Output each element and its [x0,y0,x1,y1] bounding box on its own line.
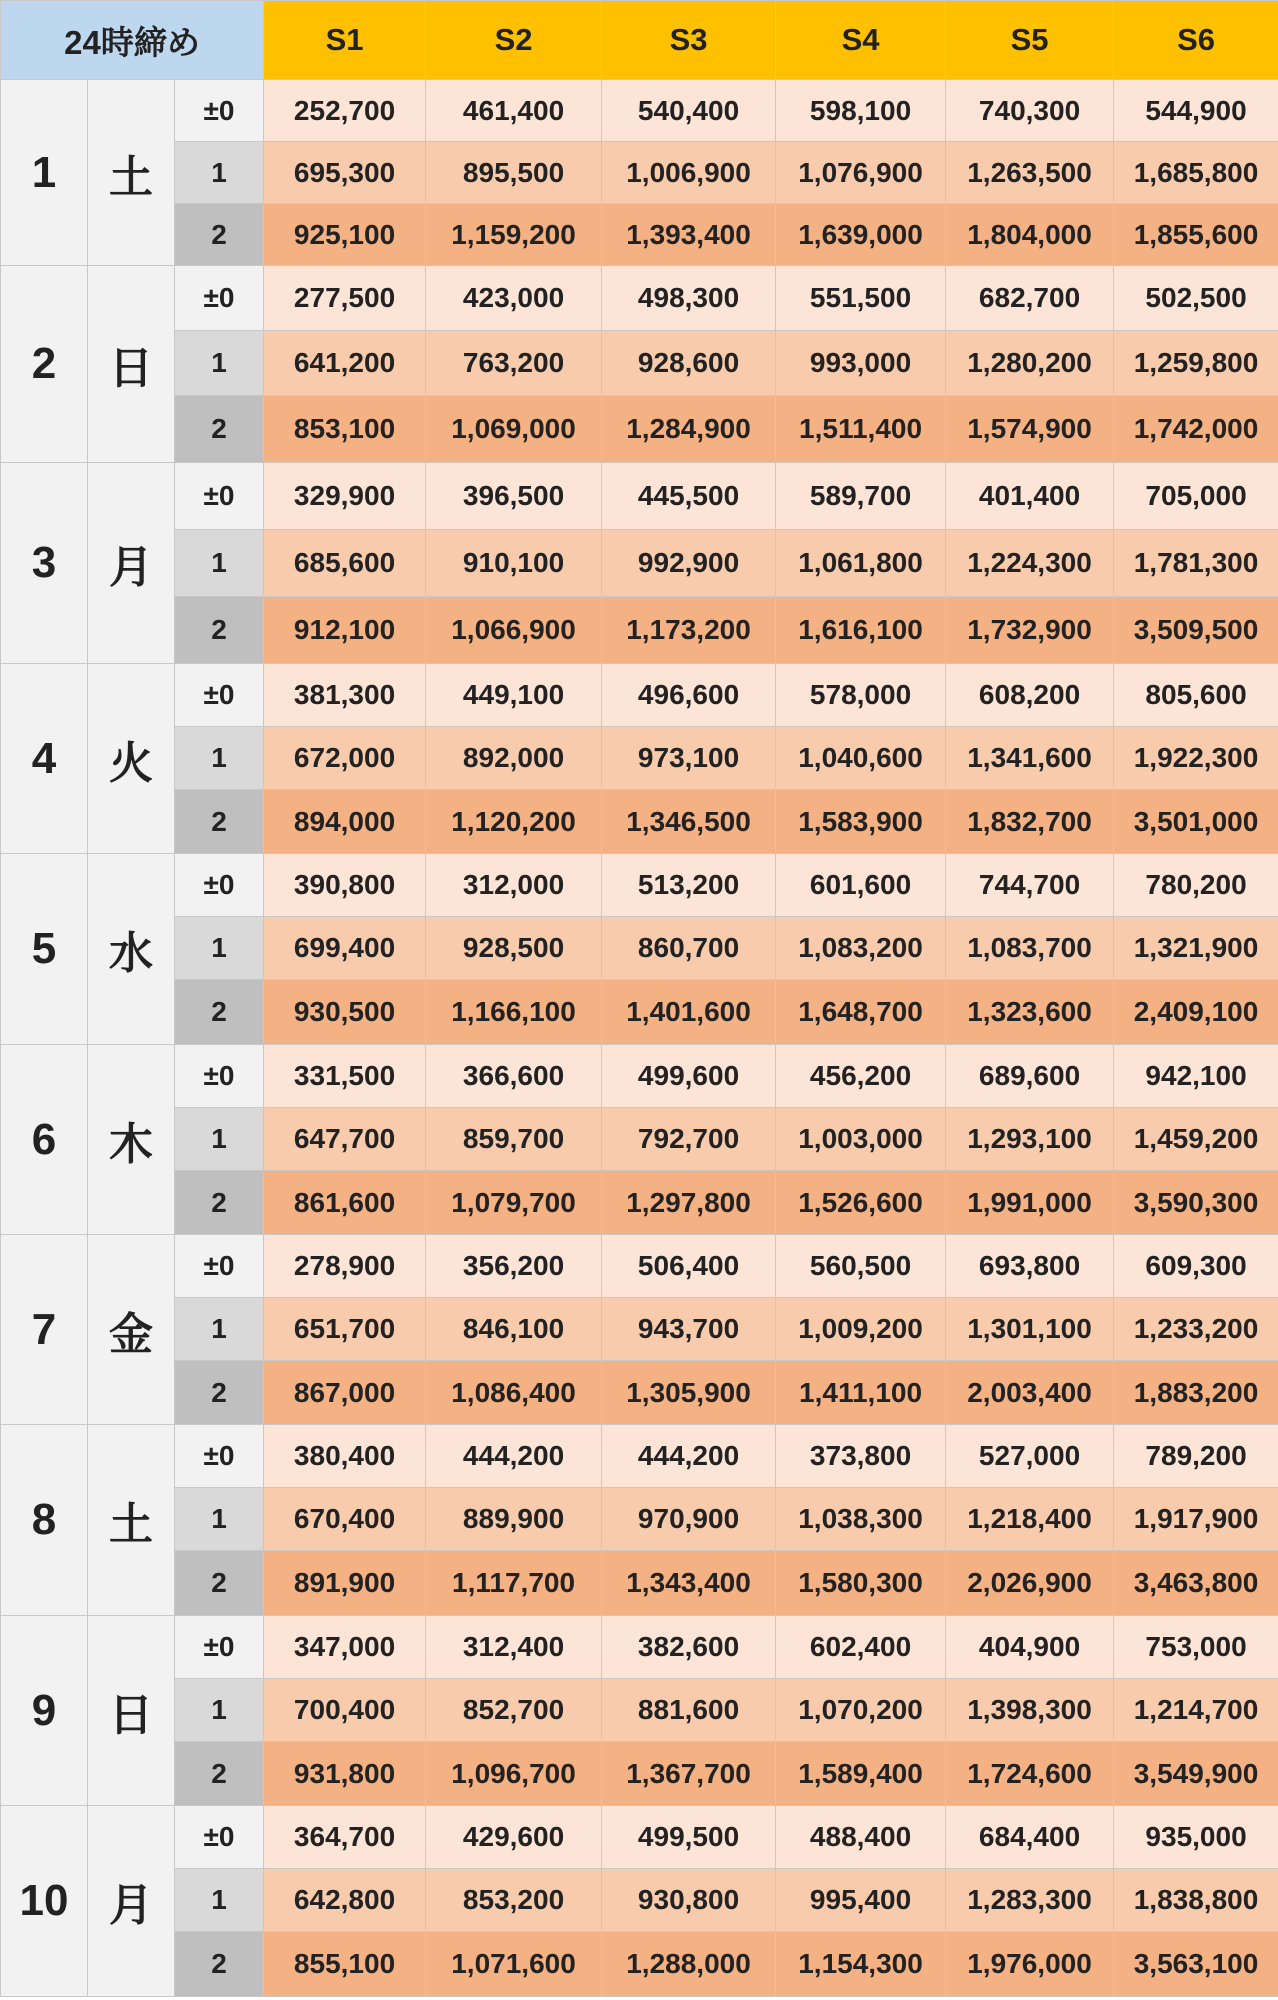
value-cell-s5: 2,026,900 [946,1551,1114,1616]
value-cell-s6: 3,501,000 [1114,790,1278,854]
value-cell-s3: 943,700 [602,1298,776,1361]
value-cell-s2: 1,166,100 [426,980,602,1045]
value-cell-s4: 1,526,600 [776,1171,946,1235]
value-cell-s1: 672,000 [264,727,426,790]
value-cell-s5: 1,804,000 [946,204,1114,266]
table-title: 24時締め [1,1,264,80]
value-cell-s6: 1,917,900 [1114,1488,1278,1551]
value-cell-s3: 540,400 [602,80,776,142]
value-cell-s3: 498,300 [602,266,776,331]
column-header-s4: S4 [776,1,946,80]
setting-level: 2 [175,1171,264,1235]
value-cell-s1: 931,800 [264,1742,426,1806]
weekday: 木 [88,1045,175,1235]
table-row [1,266,1278,331]
day-number: 3 [1,463,88,664]
value-cell-s2: 423,000 [426,266,602,331]
day-number: 1 [1,80,88,266]
value-cell-s3: 445,500 [602,463,776,530]
value-cell-s5: 693,800 [946,1235,1114,1298]
value-cell-s6: 502,500 [1114,266,1278,331]
value-cell-s3: 1,343,400 [602,1551,776,1616]
setting-level: ±0 [175,1616,264,1679]
value-cell-s5: 1,224,300 [946,530,1114,597]
value-cell-s1: 891,900 [264,1551,426,1616]
value-cell-s4: 993,000 [776,331,946,396]
value-cell-s6: 3,549,900 [1114,1742,1278,1806]
value-cell-s5: 1,083,700 [946,917,1114,980]
value-cell-s4: 601,600 [776,854,946,917]
table-row [1,854,1278,917]
table-row [1,204,1278,266]
value-cell-s5: 2,003,400 [946,1361,1114,1425]
value-cell-s6: 3,590,300 [1114,1171,1278,1235]
value-cell-s6: 780,200 [1114,854,1278,917]
day-number: 2 [1,266,88,463]
value-cell-s6: 705,000 [1114,463,1278,530]
value-cell-s3: 992,900 [602,530,776,597]
value-cell-s1: 853,100 [264,396,426,463]
value-cell-s1: 252,700 [264,80,426,142]
value-cell-s2: 859,700 [426,1108,602,1171]
value-cell-s3: 881,600 [602,1679,776,1742]
value-cell-s5: 1,832,700 [946,790,1114,854]
value-cell-s5: 740,300 [946,80,1114,142]
setting-level: 1 [175,917,264,980]
value-cell-s1: 695,300 [264,142,426,204]
value-cell-s4: 602,400 [776,1616,946,1679]
setting-level: 1 [175,1488,264,1551]
value-cell-s2: 429,600 [426,1806,602,1869]
value-cell-s1: 700,400 [264,1679,426,1742]
table-row [1,1361,1278,1425]
value-cell-s1: 364,700 [264,1806,426,1869]
setting-level: ±0 [175,1425,264,1488]
value-cell-s3: 1,346,500 [602,790,776,854]
value-cell-s3: 860,700 [602,917,776,980]
setting-level: 2 [175,1361,264,1425]
setting-level: ±0 [175,80,264,142]
value-cell-s5: 744,700 [946,854,1114,917]
value-cell-s5: 682,700 [946,266,1114,331]
value-cell-s1: 647,700 [264,1108,426,1171]
value-cell-s1: 651,700 [264,1298,426,1361]
table-row [1,917,1278,980]
value-cell-s4: 1,639,000 [776,204,946,266]
value-cell-s2: 853,200 [426,1869,602,1932]
value-cell-s3: 513,200 [602,854,776,917]
table-row [1,1425,1278,1488]
day-number: 5 [1,854,88,1045]
value-cell-s3: 506,400 [602,1235,776,1298]
value-cell-s4: 578,000 [776,664,946,727]
value-cell-s5: 1,976,000 [946,1932,1114,1997]
table-row [1,1742,1278,1806]
setting-level: 1 [175,142,264,204]
table-row [1,1679,1278,1742]
value-cell-s5: 1,293,100 [946,1108,1114,1171]
value-cell-s3: 1,284,900 [602,396,776,463]
value-cell-s3: 1,288,000 [602,1932,776,1997]
value-cell-s6: 3,463,800 [1114,1551,1278,1616]
value-cell-s4: 1,083,200 [776,917,946,980]
value-cell-s4: 1,616,100 [776,597,946,664]
table-row [1,1171,1278,1235]
value-cell-s2: 312,000 [426,854,602,917]
value-cell-s4: 1,589,400 [776,1742,946,1806]
value-cell-s3: 496,600 [602,664,776,727]
value-cell-s2: 312,400 [426,1616,602,1679]
value-cell-s1: 278,900 [264,1235,426,1298]
setting-level: 2 [175,980,264,1045]
weekday: 火 [88,664,175,854]
value-cell-s4: 1,038,300 [776,1488,946,1551]
value-cell-s4: 551,500 [776,266,946,331]
value-cell-s2: 928,500 [426,917,602,980]
value-cell-s6: 3,509,500 [1114,597,1278,664]
setting-level: 2 [175,790,264,854]
value-cell-s3: 499,500 [602,1806,776,1869]
value-cell-s5: 1,398,300 [946,1679,1114,1742]
table-row [1,1045,1278,1108]
table-row [1,463,1278,530]
value-cell-s1: 894,000 [264,790,426,854]
value-cell-s6: 805,600 [1114,664,1278,727]
value-cell-s6: 2,409,100 [1114,980,1278,1045]
column-header-s2: S2 [426,1,602,80]
value-cell-s1: 329,900 [264,463,426,530]
value-cell-s2: 892,000 [426,727,602,790]
value-cell-s5: 1,732,900 [946,597,1114,664]
value-cell-s5: 527,000 [946,1425,1114,1488]
day-number: 10 [1,1806,88,1997]
value-cell-s6: 3,563,100 [1114,1932,1278,1997]
value-cell-s1: 641,200 [264,331,426,396]
value-cell-s3: 1,367,700 [602,1742,776,1806]
value-cell-s5: 1,283,300 [946,1869,1114,1932]
setting-level: 1 [175,1679,264,1742]
value-cell-s4: 1,076,900 [776,142,946,204]
setting-level: 1 [175,1298,264,1361]
setting-level: 1 [175,1108,264,1171]
setting-level: 1 [175,727,264,790]
value-cell-s6: 609,300 [1114,1235,1278,1298]
weekday: 月 [88,463,175,664]
column-header-s1: S1 [264,1,426,80]
setting-level: 1 [175,331,264,396]
value-cell-s5: 608,200 [946,664,1114,727]
value-cell-s3: 382,600 [602,1616,776,1679]
value-cell-s6: 1,883,200 [1114,1361,1278,1425]
table-row [1,597,1278,664]
value-cell-s6: 1,459,200 [1114,1108,1278,1171]
value-cell-s5: 1,218,400 [946,1488,1114,1551]
value-cell-s1: 380,400 [264,1425,426,1488]
table-row [1,1616,1278,1679]
value-cell-s2: 1,096,700 [426,1742,602,1806]
value-cell-s6: 544,900 [1114,80,1278,142]
value-cell-s1: 699,400 [264,917,426,980]
setting-level: ±0 [175,266,264,331]
value-cell-s2: 889,900 [426,1488,602,1551]
table-body [1,80,1278,1997]
value-cell-s3: 1,297,800 [602,1171,776,1235]
value-cell-s3: 973,100 [602,727,776,790]
value-cell-s1: 670,400 [264,1488,426,1551]
value-cell-s5: 1,301,100 [946,1298,1114,1361]
value-cell-s4: 488,400 [776,1806,946,1869]
value-cell-s4: 1,003,000 [776,1108,946,1171]
value-cell-s4: 1,583,900 [776,790,946,854]
value-cell-s3: 499,600 [602,1045,776,1108]
setting-level: ±0 [175,664,264,727]
value-cell-s4: 598,100 [776,80,946,142]
setting-level: 2 [175,1932,264,1997]
value-cell-s2: 1,086,400 [426,1361,602,1425]
setting-level: ±0 [175,1045,264,1108]
value-cell-s3: 792,700 [602,1108,776,1171]
value-cell-s2: 1,069,000 [426,396,602,463]
value-cell-s3: 444,200 [602,1425,776,1488]
value-cell-s4: 456,200 [776,1045,946,1108]
value-cell-s4: 373,800 [776,1425,946,1488]
day-number: 9 [1,1616,88,1806]
weekday: 土 [88,80,175,266]
value-cell-s1: 390,800 [264,854,426,917]
value-cell-s4: 1,061,800 [776,530,946,597]
value-cell-s6: 1,742,000 [1114,396,1278,463]
table-row [1,727,1278,790]
value-cell-s6: 1,233,200 [1114,1298,1278,1361]
setting-level: 2 [175,1742,264,1806]
value-cell-s6: 942,100 [1114,1045,1278,1108]
value-cell-s5: 1,323,600 [946,980,1114,1045]
setting-level: ±0 [175,1806,264,1869]
setting-level: 2 [175,204,264,266]
column-header-s6: S6 [1114,1,1278,80]
value-cell-s6: 1,781,300 [1114,530,1278,597]
value-cell-s2: 461,400 [426,80,602,142]
value-cell-s1: 925,100 [264,204,426,266]
value-cell-s1: 930,500 [264,980,426,1045]
day-number: 6 [1,1045,88,1235]
value-cell-s6: 1,922,300 [1114,727,1278,790]
table-row [1,1806,1278,1869]
value-cell-s5: 404,900 [946,1616,1114,1679]
weekday: 水 [88,854,175,1045]
value-cell-s6: 1,259,800 [1114,331,1278,396]
table-row [1,664,1278,727]
value-cell-s6: 1,321,900 [1114,917,1278,980]
value-cell-s4: 1,411,100 [776,1361,946,1425]
value-cell-s1: 855,100 [264,1932,426,1997]
setting-level: ±0 [175,463,264,530]
value-cell-s4: 1,154,300 [776,1932,946,1997]
value-cell-s1: 331,500 [264,1045,426,1108]
value-cell-s4: 1,070,200 [776,1679,946,1742]
setting-level: ±0 [175,854,264,917]
value-cell-s3: 928,600 [602,331,776,396]
table-row [1,1488,1278,1551]
value-cell-s1: 861,600 [264,1171,426,1235]
value-cell-s5: 401,400 [946,463,1114,530]
value-cell-s5: 1,341,600 [946,727,1114,790]
value-cell-s6: 1,685,800 [1114,142,1278,204]
value-cell-s2: 356,200 [426,1235,602,1298]
value-cell-s1: 381,300 [264,664,426,727]
table-row [1,142,1278,204]
value-cell-s2: 1,159,200 [426,204,602,266]
weekday: 日 [88,1616,175,1806]
value-cell-s1: 867,000 [264,1361,426,1425]
value-cell-s1: 685,600 [264,530,426,597]
weekday: 日 [88,266,175,463]
value-cell-s3: 1,006,900 [602,142,776,204]
value-cell-s5: 1,724,600 [946,1742,1114,1806]
value-cell-s5: 689,600 [946,1045,1114,1108]
setting-level: 2 [175,597,264,664]
table-row [1,1551,1278,1616]
value-cell-s2: 444,200 [426,1425,602,1488]
value-cell-s3: 1,173,200 [602,597,776,664]
table-row [1,790,1278,854]
value-cell-s3: 930,800 [602,1869,776,1932]
value-cell-s2: 449,100 [426,664,602,727]
table-row [1,331,1278,396]
table-row [1,530,1278,597]
table-row [1,1932,1278,1997]
value-cell-s2: 895,500 [426,142,602,204]
table-row [1,1869,1278,1932]
day-number: 8 [1,1425,88,1616]
value-cell-s4: 1,009,200 [776,1298,946,1361]
value-cell-s4: 560,500 [776,1235,946,1298]
value-cell-s5: 1,263,500 [946,142,1114,204]
value-cell-s1: 642,800 [264,1869,426,1932]
value-cell-s2: 366,600 [426,1045,602,1108]
column-header-s5: S5 [946,1,1114,80]
value-cell-s6: 1,855,600 [1114,204,1278,266]
value-cell-s5: 1,991,000 [946,1171,1114,1235]
value-cell-s2: 852,700 [426,1679,602,1742]
value-cell-s6: 1,838,800 [1114,1869,1278,1932]
table-row [1,980,1278,1045]
value-cell-s5: 1,574,900 [946,396,1114,463]
table-row [1,396,1278,463]
value-cell-s6: 1,214,700 [1114,1679,1278,1742]
header-row [1,1,1278,80]
weekday: 月 [88,1806,175,1997]
table-row [1,80,1278,142]
value-cell-s1: 912,100 [264,597,426,664]
weekday: 金 [88,1235,175,1425]
value-cell-s2: 396,500 [426,463,602,530]
value-cell-s2: 846,100 [426,1298,602,1361]
value-cell-s1: 347,000 [264,1616,426,1679]
value-cell-s6: 789,200 [1114,1425,1278,1488]
value-cell-s2: 1,066,900 [426,597,602,664]
table-row [1,1298,1278,1361]
value-cell-s2: 1,079,700 [426,1171,602,1235]
day-number: 4 [1,664,88,854]
value-cell-s6: 935,000 [1114,1806,1278,1869]
value-cell-s4: 1,580,300 [776,1551,946,1616]
value-cell-s3: 1,393,400 [602,204,776,266]
value-cell-s6: 753,000 [1114,1616,1278,1679]
day-number: 7 [1,1235,88,1425]
table-row [1,1235,1278,1298]
value-cell-s2: 1,120,200 [426,790,602,854]
weekday: 土 [88,1425,175,1616]
value-cell-s5: 684,400 [946,1806,1114,1869]
column-header-s3: S3 [602,1,776,80]
setting-level: 2 [175,396,264,463]
table-row [1,1108,1278,1171]
value-cell-s4: 1,648,700 [776,980,946,1045]
value-cell-s2: 910,100 [426,530,602,597]
setting-level: 1 [175,530,264,597]
value-cell-s3: 1,401,600 [602,980,776,1045]
value-cell-s4: 1,040,600 [776,727,946,790]
setting-level: ±0 [175,1235,264,1298]
value-cell-s4: 589,700 [776,463,946,530]
value-cell-s4: 995,400 [776,1869,946,1932]
value-cell-s2: 1,117,700 [426,1551,602,1616]
setting-level: 2 [175,1551,264,1616]
value-cell-s3: 1,305,900 [602,1361,776,1425]
value-cell-s2: 763,200 [426,331,602,396]
value-cell-s3: 970,900 [602,1488,776,1551]
value-cell-s2: 1,071,600 [426,1932,602,1997]
value-cell-s5: 1,280,200 [946,331,1114,396]
value-cell-s1: 277,500 [264,266,426,331]
value-cell-s4: 1,511,400 [776,396,946,463]
setting-level: 1 [175,1869,264,1932]
